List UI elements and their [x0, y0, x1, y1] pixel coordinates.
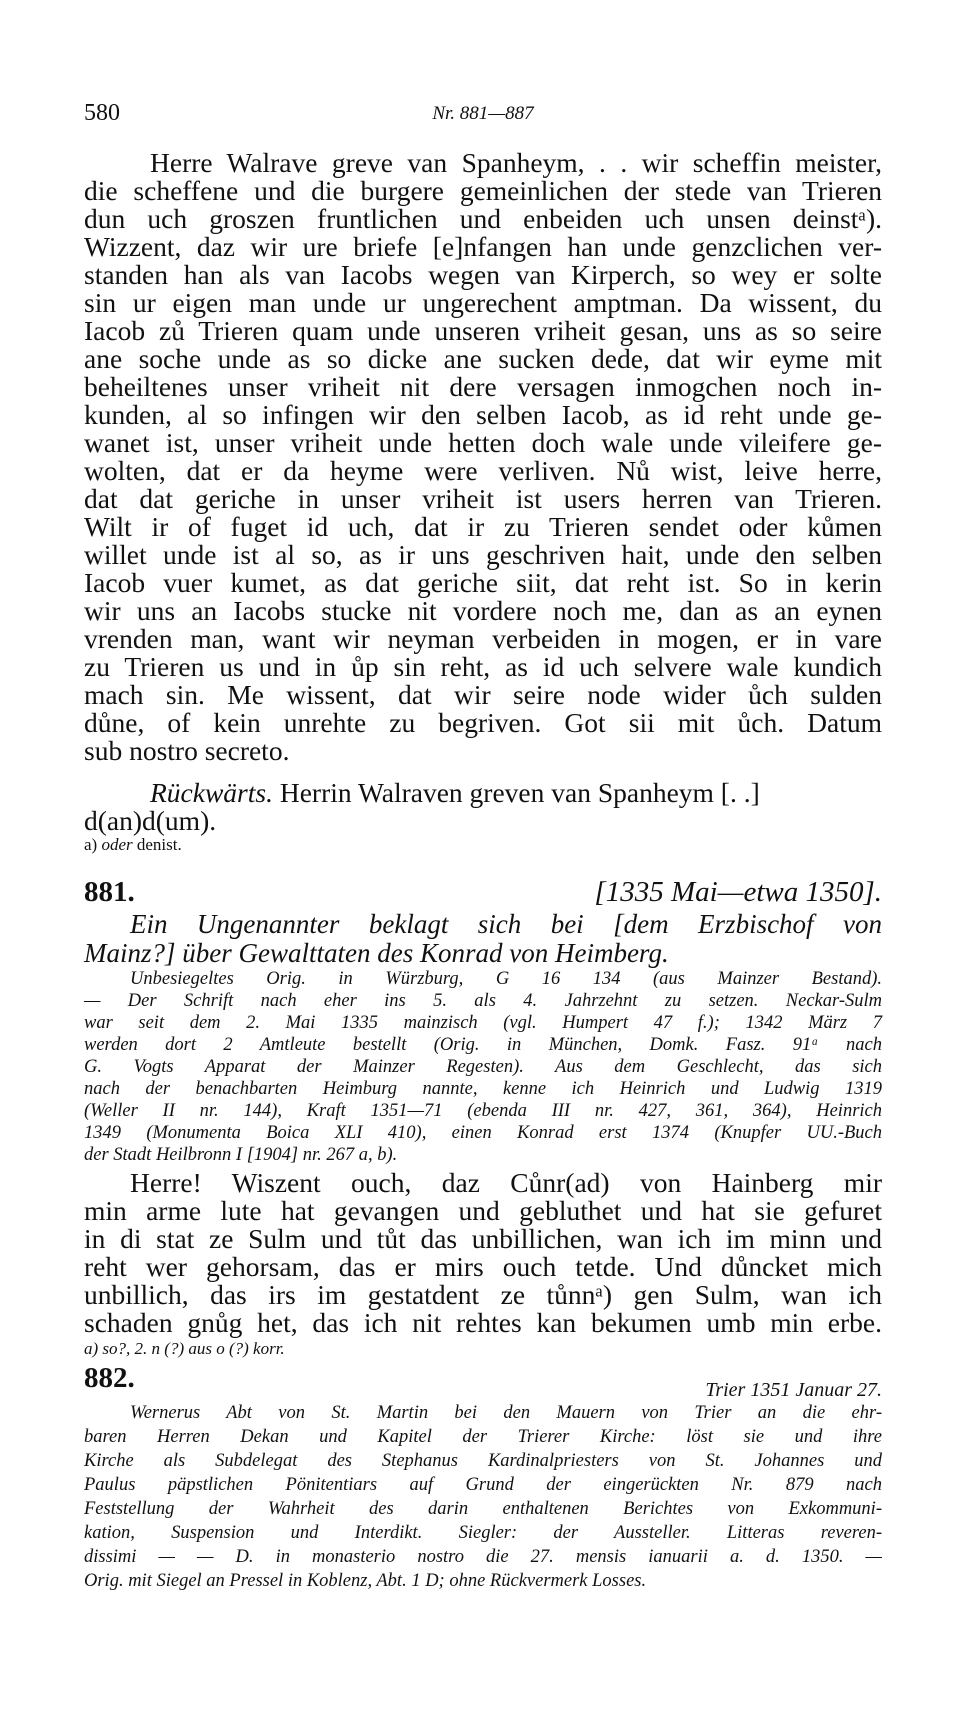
- letter-line: mach sin. Me wissent, dat wir seire node wider ůch sulden: [84, 679, 882, 710]
- note-line: der Stadt Heilbronn I [1904] nr. 267 a, b).: [84, 1145, 398, 1165]
- footnote-marker: a): [84, 835, 102, 854]
- note-line: G. Vogts Apparat der Mainzer Regesten). Aus dem Geschlecht, das sich: [84, 1057, 882, 1077]
- entry-text-line: in di stat ze Sulm und tůt das unbillichen, wan ich im minn und: [84, 1223, 882, 1254]
- entry-text-line: min arme lute hat gevangen und gebluthet und hat sie gefuret: [84, 1195, 882, 1226]
- page-number: 580: [84, 100, 120, 126]
- letter-line: zu Trieren us und in ůp sin reht, as id uch selvere wale kundich: [84, 651, 882, 682]
- endorsement-label: Rückwärts.: [150, 777, 273, 808]
- letter-line: Iacob vuer kumet, as dat geriche siit, dat reht ist. So in kerin: [84, 567, 882, 598]
- letter-line: willet unde ist al so, as ir uns geschriven hait, unde den selben: [84, 539, 882, 570]
- entry-date: Trier 1351 Januar 27.: [705, 1379, 882, 1401]
- footnote-italic: oder: [101, 835, 133, 854]
- letter-line: Wizzent, daz wir ure briefe [e]nfangen han unde genzclichen ver-: [84, 231, 882, 262]
- note-line: (Weller II nr. 144), Kraft 1351—71 (ebenda III nr. 427, 361, 364), Heinrich: [84, 1101, 882, 1121]
- endorsement-line-2: d(an)d(um).: [84, 805, 217, 836]
- entry-date: [1335 Mai—etwa 1350].: [594, 876, 882, 908]
- regest-line: Feststellung der Wahrheit des darin enthaltenen Berichtes von Exkommuni-: [84, 1499, 882, 1519]
- note-line: — Der Schrift nach eher ins 5. als 4. Jahrzehnt zu setzen. Neckar-Sulm: [84, 991, 882, 1011]
- regest-line: baren Herren Dekan und Kapitel der Trierer Kirche: löst sie und ihre: [84, 1427, 882, 1447]
- regest-line: kation, Suspension und Interdikt. Siegler: der Aussteller. Litteras reveren-: [84, 1523, 882, 1543]
- letter-line: dun uch groszen fruntlichen und enbeiden uch unsen deinstᵃ).: [84, 203, 882, 234]
- page-header: [84, 100, 882, 132]
- regest-line: dissimi — — D. in monasterio nostro die 27. mensis ianuarii a. d. 1350. —: [84, 1547, 882, 1567]
- letter-line: beheiltenes unser vriheit nit dere versagen inmogchen noch in-: [84, 371, 882, 402]
- letter-line: die scheffene und die burgere gemeinlichen der stede van Trieren: [84, 175, 882, 206]
- entry-text-line: schaden gnůg het, das ich nit rehtes kan bekumen umb min erbe.: [84, 1307, 882, 1338]
- letter-line: Wilt ir of fuget id uch, dat ir zu Trieren sendet oder kůmen: [84, 511, 882, 542]
- endorsement-text: Herrin Walraven greven van Spanheym [. .]: [272, 777, 760, 808]
- letter-line: důne, of kein unrehte zu begriven. Got sii mit ůch. Datum: [84, 707, 882, 738]
- entry-number: 881.: [84, 876, 135, 908]
- note-line: Unbesiegeltes Orig. in Würzburg, G 16 134 (aus Mainzer Bestand).: [130, 969, 882, 989]
- entry-text-line: Herre! Wiszent ouch, daz Cůnr(ad) von Hainberg mir: [130, 1167, 882, 1198]
- entry-number: 882.: [84, 1362, 135, 1394]
- letter-line: ane soche unde as so dicke ane sucken dede, dat wir eyme mit: [84, 343, 882, 374]
- letter-line: sin ur eigen man unde ur ungerechent amptman. Da wissent, du: [84, 287, 882, 318]
- entry-title-line: Ein Ungenannter beklagt sich bei [dem Erzbischof von: [130, 909, 882, 939]
- note-line: nach der benachbarten Heimburg nannte, kenne ich Heinrich und Ludwig 1319: [84, 1079, 882, 1099]
- entry-footnote: a) so?, 2. n (?) aus o (?) korr.: [84, 1339, 285, 1358]
- letter-line: Iacob zů Trieren quam unde unseren vriheit gesan, uns as so seire: [84, 315, 882, 346]
- regest-line: Wernerus Abt von St. Martin bei den Mauern von Trier an die ehr-: [130, 1403, 882, 1423]
- letter-line: Herre Walrave greve van Spanheym, . . wir scheffin meister,: [150, 147, 882, 178]
- regest-line: Kirche als Subdelegat des Stephanus Kardinalpriesters von St. Johannes und: [84, 1451, 882, 1471]
- regest-line: Orig. mit Siegel an Pressel in Koblenz, Abt. 1 D; ohne Rückvermerk Losses.: [84, 1571, 647, 1591]
- note-line: werden dort 2 Amtleute bestellt (Orig. in München, Domk. Fasz. 91ᵃ nach: [84, 1035, 882, 1055]
- entry-title-line: Mainz?] über Gewalttaten des Konrad von Heimberg.: [84, 938, 669, 968]
- letter-line: sub nostro secreto.: [84, 735, 290, 766]
- regest-line: Paulus päpstlichen Pönitentiars auf Grund der eingerückten Nr. 879 nach: [84, 1475, 882, 1495]
- note-line: war seit dem 2. Mai 1335 mainzisch (vgl. Humpert 47 f.); 1342 März 7: [84, 1013, 882, 1033]
- entry-882-heading: [84, 1360, 882, 1401]
- letter-line: dat dat geriche in unser vriheit ist users herren van Trieren.: [84, 483, 882, 514]
- entry-text-line: unbillich, das irs im gestatdent ze tůnnᵃ) gen Sulm, wan ich: [84, 1279, 882, 1310]
- letter-line: wolten, dat er da heyme were verliven. Nů wist, leive herre,: [84, 455, 882, 486]
- entry-text-line: reht wer gehorsam, das er mirs ouch tetde. Und důncket mich: [84, 1251, 882, 1282]
- letter-footnote: [84, 834, 882, 856]
- entry-881-heading: [84, 874, 882, 910]
- letter-line: kunden, al so infingen wir den selben Iacob, as id reht unde ge-: [84, 399, 882, 430]
- note-line: 1349 (Monumenta Boica XLI 410), einen Konrad erst 1374 (Knupfer UU.-Buch: [84, 1123, 882, 1143]
- footnote-text: denist.: [132, 835, 182, 854]
- running-head: Nr. 881—887: [432, 103, 534, 124]
- letter-line: wanet ist, unser vriheit unde hetten doch wale unde vileifere ge-: [84, 427, 882, 458]
- letter-line: standen han als van Iacobs wegen van Kirperch, so wey er solte: [84, 259, 882, 290]
- letter-line: wir uns an Iacobs stucke nit vordere noch me, dan as an eynen: [84, 595, 882, 626]
- letter-line: vrenden man, want wir neyman verbeiden in mogen, er in vare: [84, 623, 882, 654]
